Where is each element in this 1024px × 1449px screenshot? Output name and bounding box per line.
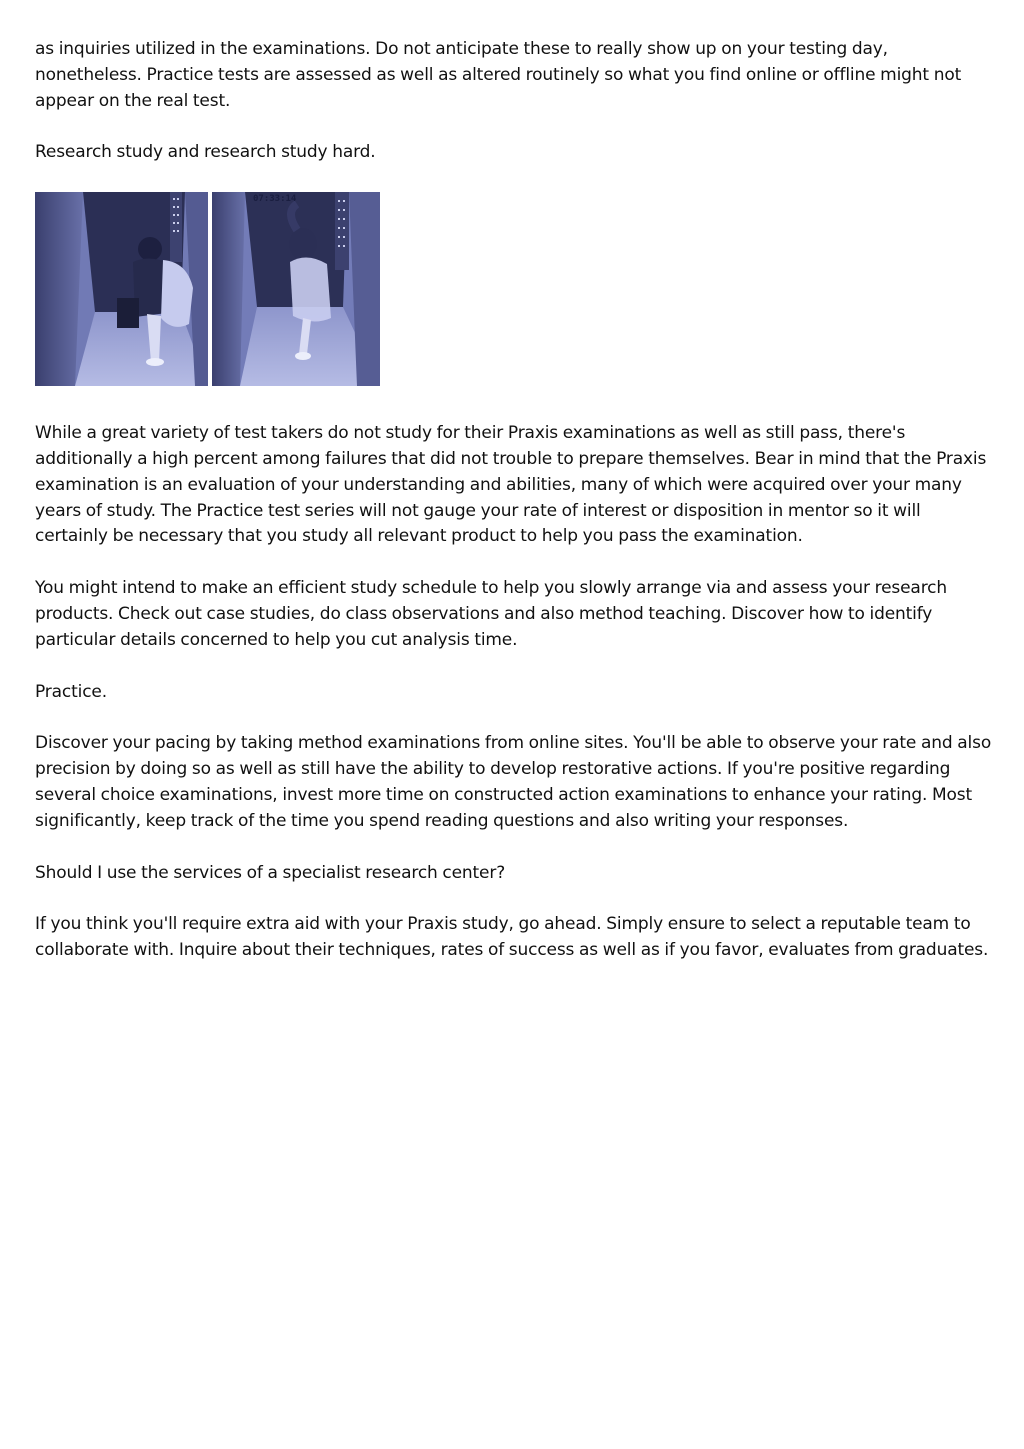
photo-timestamp: 07:33:14 [253,194,297,205]
paragraph-research-hard: Research study and research study hard. [35,142,376,163]
paragraph-study-schedule: You might intend to make an efficient study schedule to help you slowly arrange via and assess your research products. Check out case studies, do class observations and also method teaching. Discover how to identify particular details concerned to help you cut analysis time. [35,578,947,650]
article-body [35,37,995,990]
paragraph-extra-aid: If you think you'll require extra aid with your Praxis study, go ahead. Simply ensure to select a reputable team to collaborate with. Inquire about their techniques, rates of success as well as if you favor, evaluates from graduates. [35,914,989,961]
photo-illustration [35,192,380,386]
paragraph-test-takers: While a great variety of test takers do not study for their Praxis examinations as well as still pass, there's additionally a high percent among failures that did not trouble to prepare themselves. Bear in mind that the Praxis examination is an evaluation of your understanding and abilities, many of which were acquired over your many years of study. The Practice test series will not gauge your rate of interest or disposition in mentor so it will certainly be necessary that you study all relevant product to help you pass the examination. [35,423,987,547]
paragraph-specialist-question: Should I use the services of a specialist research center? [35,862,506,883]
paragraph-practice: Practice. [35,681,107,702]
paragraph-pacing: Discover your pacing by taking method examinations from online sites. You'll be able to observe your rate and also precision by doing so as well as still have the ability to develop restorative actions. If you're positive regarding several choice examinations, invest more time on constructed action examinations to enhance your rating. Most significantly, keep track of the time you spend reading questions and also writing your responses. [35,733,992,831]
elevator-cctv-photo [35,192,380,386]
paragraph-intro: as inquiries utilized in the examinations. Do not anticipate these to really show up on your testing day, nonetheless. Practice tests are assessed as well as altered routinely so what you find online or offline might not appear on the real test. [35,39,962,111]
